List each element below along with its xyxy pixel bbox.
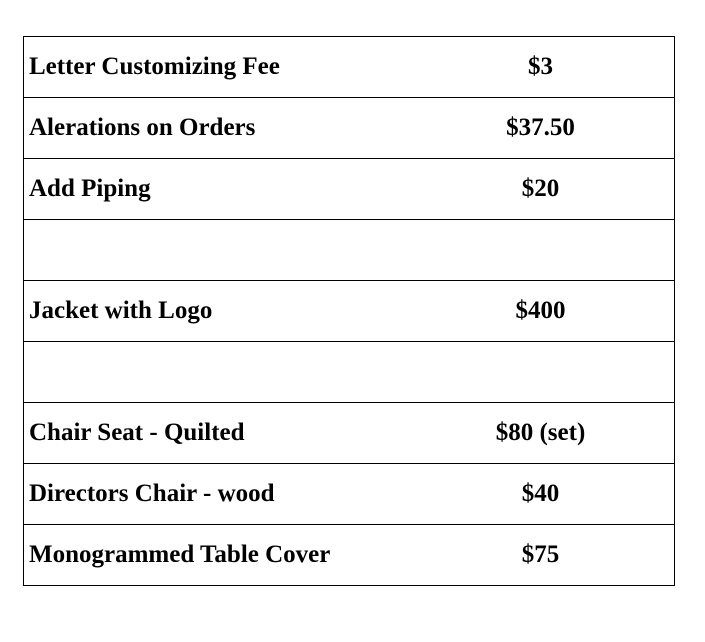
table-row-empty xyxy=(24,342,675,403)
price-cell: $37.50 xyxy=(415,98,675,159)
item-cell: Directors Chair - wood xyxy=(24,464,416,525)
table-row-empty xyxy=(24,220,675,281)
item-cell: Jacket with Logo xyxy=(24,281,416,342)
table-row xyxy=(24,98,675,159)
table-row xyxy=(24,281,675,342)
table-row xyxy=(24,403,675,464)
price-cell xyxy=(415,342,675,403)
table-row xyxy=(24,464,675,525)
item-cell: Chair Seat - Quilted xyxy=(24,403,416,464)
item-cell: Alerations on Orders xyxy=(24,98,416,159)
item-cell xyxy=(24,342,416,403)
table-row xyxy=(24,37,675,98)
item-cell: Letter Customizing Fee xyxy=(24,37,416,98)
price-cell: $3 xyxy=(415,37,675,98)
table-row xyxy=(24,159,675,220)
price-cell xyxy=(415,220,675,281)
item-cell: Add Piping xyxy=(24,159,416,220)
price-cell: $20 xyxy=(415,159,675,220)
price-cell: $400 xyxy=(415,281,675,342)
table-row xyxy=(24,525,675,586)
price-cell: $80 (set) xyxy=(415,403,675,464)
item-cell xyxy=(24,220,416,281)
price-table xyxy=(23,36,675,586)
price-cell: $75 xyxy=(415,525,675,586)
item-cell: Monogrammed Table Cover xyxy=(24,525,416,586)
price-cell: $40 xyxy=(415,464,675,525)
